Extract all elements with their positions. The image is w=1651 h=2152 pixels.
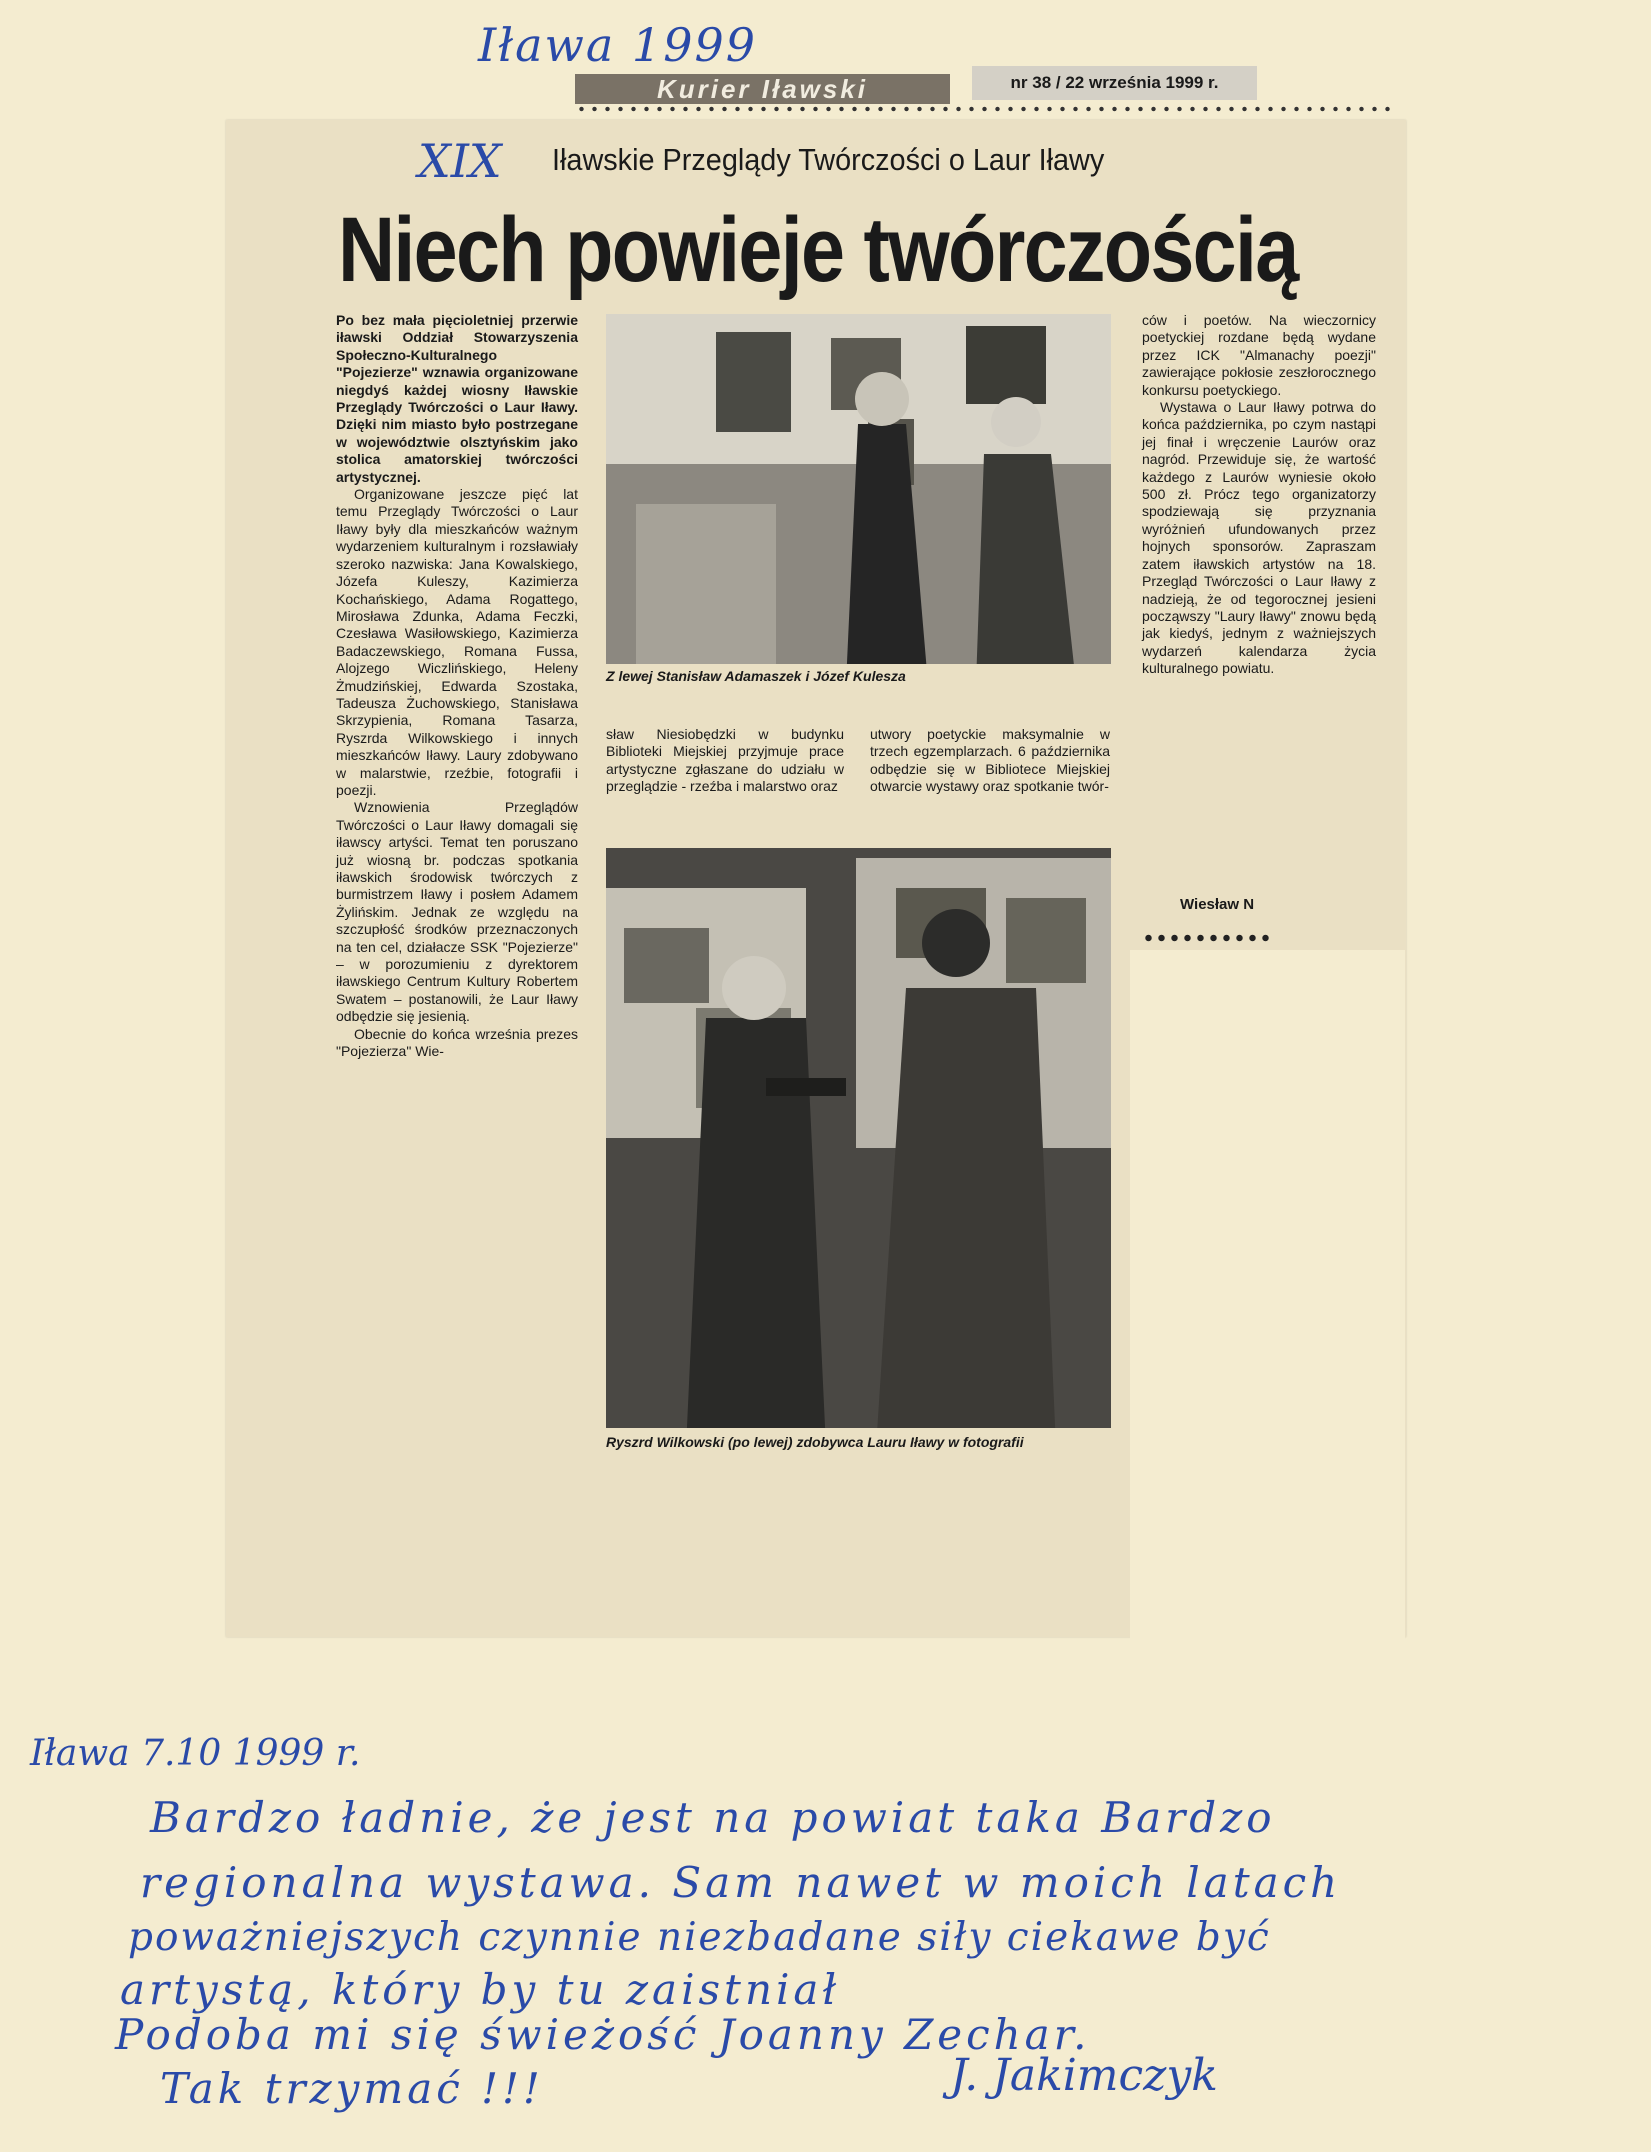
handwritten-line: Tak trzymać !!! [160,2064,544,2113]
article-paragraph: Wystawa o Laur Iławy potrwa do końca października, po czym nastąpi jej finał i wręczenie Laurów oraz nagród. Przewiduje się, że wartość każdego z Laurów wyniesie około 500 zł. Prócz tego organizatorzy spodziewają się przyznania wyróżnień ufundowanych przez hojnych sponsorów. Zapraszam zatem iławskich artystów na 18. Przegląd Twórczości o Laur Iławy z nadzieją, że od tegorocznej jesieni począwszy "Laury Iławy" znowu będą jak kiedyś, jednym z ważniejszych wydarzeń kalendarza życia kulturalnego powiatu. [1142,399,1376,677]
handwritten-roman-numeral: XIX [418,134,502,188]
handwritten-top-note: Iława 1999 [478,18,757,72]
article-paragraph: ców i poetów. Na wieczornicy poetyckiej rozdane będą wydane przez ICK "Almanachy poezji" zawierające pokłosie zeszłorocznego konkursu poetyckiego. [1142,312,1376,398]
article-kicker: Iławskie Przeglądy Twórczości o Laur Iławy [552,142,1105,177]
article-headline: Niech powieje twórczością [338,199,1298,301]
handwritten-signature: J. Jakimczyk [950,2050,1218,2101]
article-column-1 [336,312,578,1060]
handwritten-date: Iława 7.10 1999 r. [30,1733,361,1774]
newspaper-masthead: Kurier Iławski [575,74,950,104]
article-signature: Wiesław N [1180,896,1255,913]
end-dots [1142,934,1272,942]
handwritten-line: Podoba mi się świeżość Joanny Zechar. [115,2010,1091,2059]
dotted-rule [575,106,1395,112]
article-paragraph: Organizowane jeszcze pięć lat temu Przeglądy Twórczości o Laur Iławy były dla mieszkańców ważnym wydarzeniem kulturalnym i rozsławiały szeroko nazwiska: Jana Kowalskiego, Józefa Kuleszy, Kazimierza Kochańskiego, Adama Rogattego, Mirosława Zdunka, Adama Feczki, Czesława Wasiłowskiego, Kazimierza Badaczewskiego, Romana Fussa, Alojzego Wiczlińskiego, Heleny Żmudzińskiej, Edwarda Szostaka, Tadeusza Żuchowskiego, Stanisława Skrzypienia, Romana Tasarza, Ryszrda Wilkowskiego i innych mieszkańców Iławy. Laury zdobywano w malarstwie, rzeźbie, fotografii i poezji. [336,486,578,798]
handwritten-line: artystą, który by tu zaistniał [120,1965,841,2014]
article-paragraph: sław Niesiobędzki w budynku Biblioteki Miejskiej przyjmuje prace artystyczne zgłaszane do udziału w przeglądzie - rzeźba i malarstwo oraz [606,726,844,795]
article-paragraph: Wznowienia Przeglądów Twórczości o Laur Iławy domagali się iławscy artyści. Temat ten poruszano już wiosną br. podczas spotkania iławskich środowisk twórczych z burmistrzem Iławy i posłem Adamem Żylińskim. Jednak ze względu na szczupłość środków przeznaczonych na ten cel, działacze SSK "Pojezierze" – w porozumieniu z dyrektorem iławskiego Centrum Kultury Robertem Swatem – postanowili, że Laur Iławy odbędzie się jesienią. [336,799,578,1025]
article-column-4 [1142,312,1376,678]
photo-award-handover [606,848,1111,1428]
handwritten-line: regionalna wystawa. Sam nawet w moich latach [140,1858,1342,1907]
article-column-3 [870,726,1110,796]
photo2-caption: Ryszrd Wilkowski (po lewej) zdobywca Lauru Iławy w fotografii [606,1434,1024,1450]
photo1-caption: Z lewej Stanisław Adamaszek i Józef Kulesza [606,668,906,684]
article-paragraph: Obecnie do końca września prezes "Pojezierza" Wie- [336,1025,578,1060]
torn-edge-area [1130,950,1405,1650]
photo-exhibition-two-men [606,314,1111,664]
handwritten-line: poważniejszych czynnie niezbadane siły ciekawe być [128,1915,1271,1960]
handwritten-line: Bardzo ładnie, że jest na powiat taka Bardzo [150,1793,1276,1842]
article-paragraph: utwory poetyckie maksymalnie w trzech egzemplarzach. 6 października odbędzie się w Bibliotece Miejskiej otwarcie wystawy oraz spotkanie twór- [870,726,1110,795]
issue-date: nr 38 / 22 września 1999 r. [972,66,1257,100]
article-column-2 [606,726,844,796]
article-lead: Po bez mała pięcioletniej przerwie iławski Oddział Stowarzyszenia Społeczno-Kulturalnego "Pojezierze" wznawia organizowane niegdyś każdej wiosny Iławskie Przeglądy Twórczości o Laur Iławy. Dzięki nim miasto było postrzegane w województwie olsztyńskim jako stolica amatorskiej twórczości artystycznej. [336,312,578,485]
